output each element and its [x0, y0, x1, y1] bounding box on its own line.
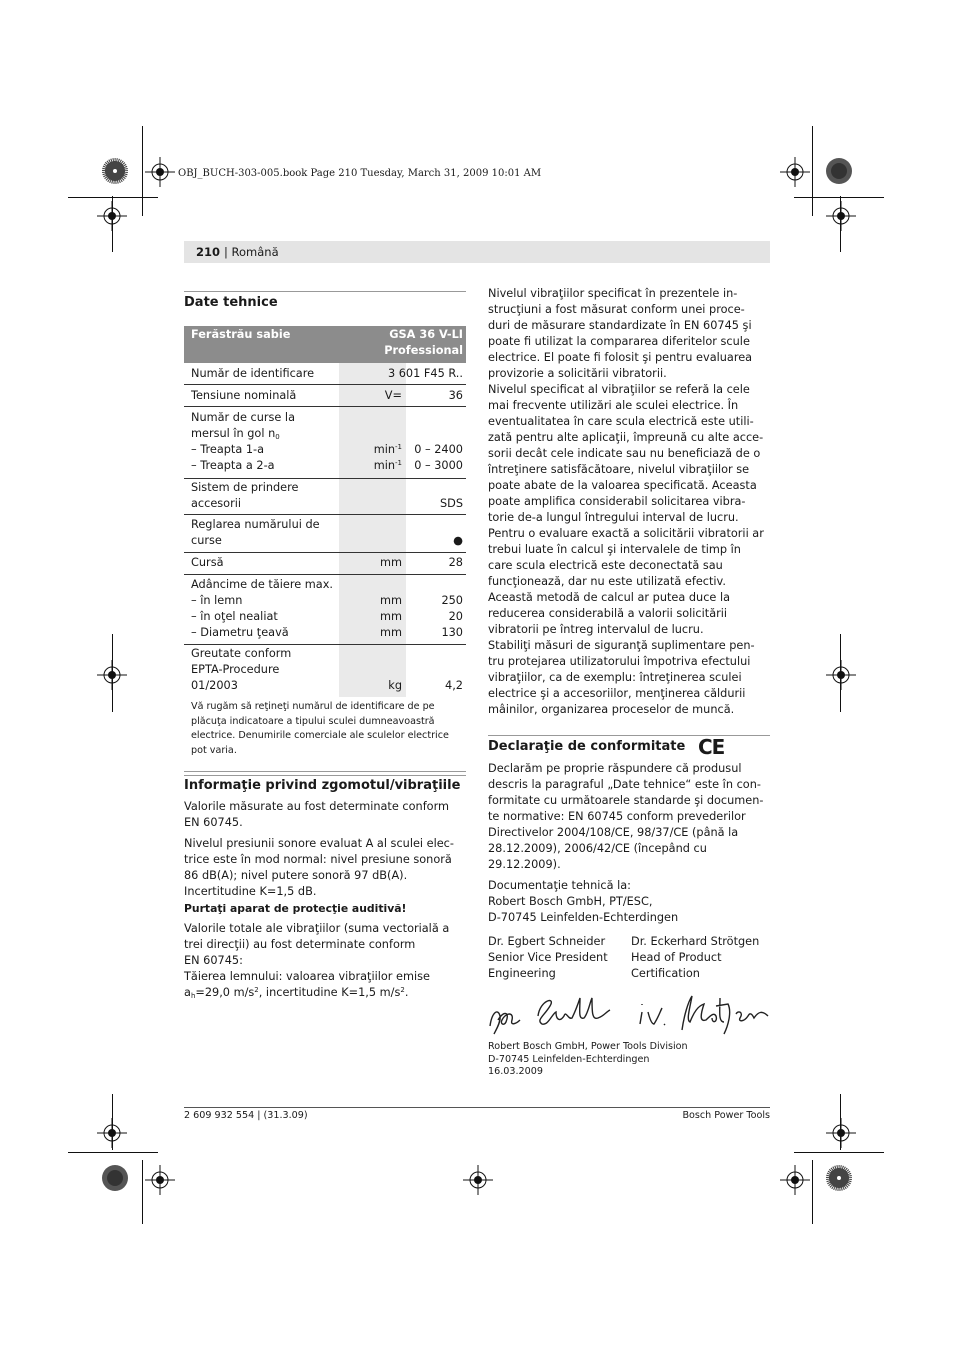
table-row: Număr de identificare 3 601 F45 R.. — [184, 363, 466, 385]
table-footnote: Vă rugăm să reţineţi numărul de identificare de pe plăcuţa indicatoare a tipului sculei dumneavoastră electrice. Denumirile comerciale ale sculelor electrice pot varia. — [191, 701, 449, 756]
color-rosette-icon — [825, 1164, 853, 1192]
registration-mark-icon — [97, 660, 127, 690]
registration-mark-icon — [145, 157, 175, 187]
tech-data-heading: Date tehnice — [184, 295, 278, 310]
hearing-protection-warning: Purtaţi aparat de protecţie auditivă! — [184, 902, 407, 915]
company-address: Robert Bosch GmbH, Power Tools Division D-70745 Leinfelden-Echterdingen 16.03.2009 — [488, 1041, 688, 1077]
table-header-edition: Professional — [384, 344, 463, 357]
registration-mark-icon — [463, 1165, 493, 1195]
registration-mark-icon — [780, 157, 810, 187]
footer-brand: Bosch Power Tools — [682, 1110, 770, 1121]
section-rule — [184, 291, 466, 292]
noise-paragraph-1: Valorile măsurate au fost determinate conform EN 60745. — [184, 800, 450, 829]
table-header — [184, 326, 466, 363]
footer-doc-number: 2 609 932 554 | (31.3.09) — [184, 1110, 308, 1121]
conformity-paragraph: Declarăm pe proprie răspundere că produsul descris la paragraful „Date tehnice“ este în con- formitate cu următoarele standarde şi documen- te normative: EN 60745 conform prevederilor Directivelor 2004/108/CE, 98/37/CE (până la 28.12.2009), 2006/42/CE (începând cu 29.12.2009). — [488, 762, 764, 871]
conformity-heading: Declaraţie de conformitate — [488, 739, 686, 754]
signature-left — [486, 990, 626, 1036]
technical-docs-paragraph: Documentaţie tehnică la: Robert Bosch GmbH, PT/ESC, D-70745 Leinfelden-Echterdingen — [488, 879, 679, 924]
registration-mark-icon — [780, 1165, 810, 1195]
color-rosette-icon — [101, 157, 129, 185]
table-row: Reglarea numărului de curse ● — [184, 515, 466, 553]
feature-dot: ● — [453, 534, 463, 547]
registration-mark-icon — [97, 201, 127, 231]
vibration-info-paragraph: Nivelul vibraţiilor specificat în prezentele in- strucţiuni a fost măsurat conform unei proce- duri de măsurare standardizate în EN 60745 şi poate fi utilizat la compararea diferitelor scule electrice. El poate fi folosit şi pentru evaluarea provizorie a solicitării vibratorii. Nivelul specificat al vibraţiilor se referă la cele mai frecvente utilizări ale sculei electrice. În eventualitatea în care scula electrică este utili- zată pentru alte aplicaţii, împreună cu alte acce- sorii decât cele indicate sau nu beneficiază de o întreţinere satisfăcătoare, nivelul vibraţiilor se poate abate de la valoarea specificată. Aceasta poate amplifica considerabil solicitarea vibra- torie de-a lungul întregului interval de lucru. Pentru o evaluare exactă a solicitării vibratorii ar trebui luate în calcul şi intervalele de timp în care scula electrică este deconectată sau funcţionează, dar nu este utilizată efectiv. Această metodă de calcul ar putea duce la reducerea considerabilă a valorii solicitării vibratorii pe întreg intervalul de lucru. Stabiliţi măsuri de siguranţă suplimentare pen- tru protejarea utilizatorului împotriva efectului vibraţiilor, ca de exemplu: întreţinerea sculei electrice şi a accesoriilor, menţinerea căldurii mâinilor, organizarea proceselor de muncă. — [488, 287, 764, 716]
section-rule — [488, 735, 770, 736]
color-rosette-icon — [101, 1164, 129, 1192]
registration-mark-icon — [826, 1118, 856, 1148]
noise-heading: Informaţie privind zgomotul/vibraţiile — [184, 778, 461, 793]
table-row: mm mm mm Adâncime de tăiere max. – în lemn – în oţel nealiat – Diametru ţeavă 250 20 130 — [184, 575, 466, 645]
page-header — [184, 241, 770, 263]
table-row: kg Greutate conform EPTA-Procedure 01/2003 4,2 — [184, 645, 466, 697]
signatory-right: Dr. Eckerhard Strötgen Head of Product Certification — [631, 935, 760, 980]
noise-paragraph-2: Nivelul presiunii sonore evaluat A al sculei elec- trice este în mod normal: nivel presiune sonoră 86 dB(A); nivel putere sonoră 97 dB(A). Incertitudine K=1,5 dB. — [184, 837, 454, 898]
table-header-model: GSA 36 V-LI — [389, 328, 463, 341]
ce-mark-icon: CE — [698, 735, 725, 759]
color-rosette-icon — [825, 157, 853, 185]
page-number: 210 — [196, 245, 221, 259]
registration-mark-icon — [826, 660, 856, 690]
registration-mark-icon — [145, 1165, 175, 1195]
table-header-product: Ferăstrău sabie — [191, 328, 291, 341]
table-row: $\min^{-1}$ $\min^{-1}$ Număr de curse la mersul în gol $n_0$ – Treapta 1-a – Treapta a 2-a 0 – 2400 0 – 3000 — [184, 407, 466, 479]
footer-rule — [184, 1107, 770, 1108]
signature-right — [634, 992, 774, 1038]
header-language: | Română — [224, 245, 279, 259]
vibration-paragraph: Valorile totale ale vibraţiilor (suma vectorială a trei direcţii) au fost determinate conform EN 60745: Tăierea lemnului: valoarea vibraţiilor emise $a_h=29,0$ $m/s^2$, incertitudine K=1,5 $m/s^2$. — [184, 922, 450, 1000]
table-row: Sistem de prindere accesorii SDS — [184, 479, 466, 515]
print-slug: OBJ_BUCH-303-005.book Page 210 Tuesday, March 31, 2009 10:01 AM — [178, 168, 542, 179]
table-row: mm Cursă 28 — [184, 553, 466, 575]
signatory-left: Dr. Egbert Schneider Senior Vice President Engineering — [488, 935, 608, 980]
registration-mark-icon — [826, 201, 856, 231]
registration-mark-icon — [97, 1118, 127, 1148]
section-rule — [184, 771, 466, 776]
table-row: V= Tensiune nominală 36 — [184, 385, 466, 407]
